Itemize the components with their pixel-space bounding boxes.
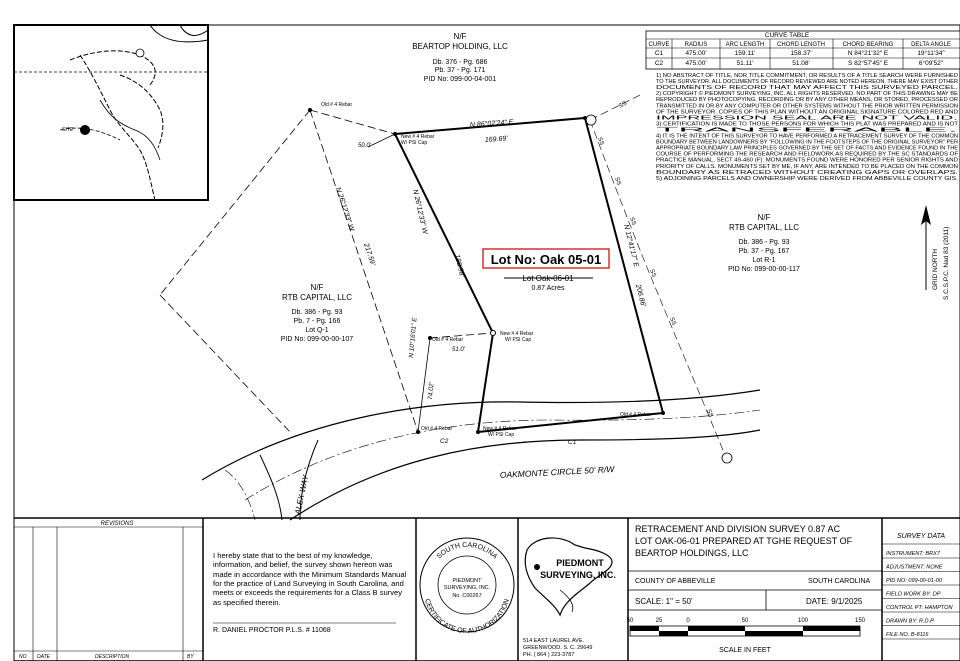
seal-text-bottom: CERTIFICATE OF AUTHORIZATION bbox=[423, 598, 511, 636]
curve-table bbox=[646, 31, 960, 69]
psi-cap-label: W/ PSI Cap bbox=[488, 432, 515, 438]
company-name-1: PIEDMONT bbox=[556, 558, 604, 568]
parcel-pid: PID No: 099-00-00-107 bbox=[280, 336, 354, 343]
parcel-owner: RTB CAPITAL, LLC bbox=[729, 223, 799, 232]
new-rebar-label: New # 4 Rebar bbox=[401, 134, 435, 140]
parcel-nf: N/F bbox=[453, 32, 467, 41]
company-logo bbox=[523, 538, 616, 658]
rev-col-no: NO bbox=[19, 654, 27, 660]
parcel-pid: PID No: 099-00-04-001 bbox=[423, 76, 497, 83]
survey-data-item: DRAWN BY: R.D.P. bbox=[886, 618, 935, 625]
general-notes bbox=[656, 73, 959, 182]
east-line-distance: 206.86' bbox=[634, 283, 647, 308]
curve-c1-label: C1 bbox=[568, 439, 577, 446]
parcel-deed: Db. 386 - Pg. 93 bbox=[738, 239, 790, 246]
north-arrow-text-1: GRID NORTH bbox=[932, 248, 939, 290]
parcel-lot: Lot R-1 bbox=[752, 257, 776, 264]
survey-data-list bbox=[882, 551, 960, 639]
curve-table-header: RADIUS bbox=[684, 42, 708, 48]
ss-label: SS bbox=[618, 100, 628, 110]
north-arrow bbox=[921, 205, 950, 300]
curve-table-title: CURVE TABLE bbox=[764, 32, 810, 39]
old-rebar-label: Old # 4 Rebar bbox=[321, 102, 353, 108]
lot-number: Lot No: Oak 05-01 bbox=[490, 252, 602, 267]
company-address-1: 514 EAST LAUREL AVE. bbox=[523, 638, 585, 644]
parcel-owner: BEARTOP HOLDING, LLC bbox=[412, 42, 508, 51]
parcel-plat: Pb. 37 - Pg. 171 bbox=[434, 67, 486, 74]
parcel-west bbox=[281, 283, 353, 343]
note-line: REPRODUCED BY PHOTOCOPYING, RECORDING OR BY ANY OTHER MEANS, OR STORED, PROCESSED OR bbox=[656, 97, 959, 104]
oakmonte-label: OAKMONTE CIRCLE 50' R/W bbox=[499, 464, 615, 480]
dist-51: 51.0' bbox=[452, 347, 465, 353]
monument-labels bbox=[321, 102, 651, 438]
parcel-lot: Lot Q-1 bbox=[305, 327, 329, 334]
ss-label: SS bbox=[628, 216, 637, 227]
company-address-2: GREENWOOD, S. C. 29649 bbox=[523, 645, 593, 651]
subject-lot-boundary bbox=[308, 108, 665, 434]
note-line: IMPRESSION SEAL ARE NOT VALID. bbox=[656, 115, 958, 122]
note-line: 3) CERTIFICATION IS MADE TO THOSE PERSONS FOR WHICH THIS PLAT WAS PREPARED AND IS NOT bbox=[656, 121, 958, 128]
site-label: SITE bbox=[62, 127, 74, 133]
adjoining-lines bbox=[160, 110, 493, 432]
psi-cap-label: W/ PSI Cap bbox=[505, 337, 532, 343]
curve-table-cell: 475.00' bbox=[685, 50, 707, 57]
scale-caption: SCALE IN FEET bbox=[719, 647, 771, 654]
note-line: APPROPRIATE BOUNDARY LAW PRINCIPLES GOVERNED BY THE SET OF FACTS AND EVIDENCE FOUND IN THE bbox=[656, 145, 959, 152]
lot-acreage: 0.87 Acres bbox=[531, 285, 565, 292]
survey-title-1: RETRACEMENT AND DIVISION SURVEY 0.87 AC bbox=[635, 524, 841, 534]
curve-table-cell: 6°09'52" bbox=[918, 60, 944, 67]
survey-data-item: PID NO: 099-00-01-00 bbox=[886, 578, 942, 584]
company-name-2: SURVEYING, INC. bbox=[540, 570, 616, 580]
ss-label: SS bbox=[705, 408, 714, 419]
note-line: PRACTICE MANUAL, SECT 49-460 (F). MONUMENTS FOUND WERE HONORED PER SENIOR RIGHTS AND bbox=[656, 157, 959, 164]
seal-inner-text: No. C00267 bbox=[452, 593, 482, 599]
survey-data-title: SURVEY DATA bbox=[896, 533, 946, 540]
west-line-bearing: N 26°12'33" W bbox=[411, 188, 429, 235]
note-line: 5) ADJOINING PARCELS AND OWNERSHIP WERE DERIVED FROM ABBEVILLE COUNTY GIS. bbox=[656, 175, 958, 182]
scale-tick: 0 bbox=[686, 618, 690, 624]
survey-data-item: FILE NO. B-8116 bbox=[886, 632, 929, 638]
short-line-distance: 74.02' bbox=[427, 382, 436, 401]
subject-lot-label bbox=[483, 249, 609, 292]
rev-col-by: BY bbox=[187, 654, 194, 660]
parcel-plat: Pb. 7 - Pg. 166 bbox=[293, 318, 341, 325]
scale-label: SCALE: 1" = 50' bbox=[635, 597, 693, 606]
curve-table-header: ARC LENGTH bbox=[725, 42, 765, 48]
rev-col-date: DATE bbox=[37, 654, 50, 660]
curve-table-header: DELTA ANGLE bbox=[911, 42, 951, 48]
survey-data-item: CONTROL PT: HAMPTON bbox=[886, 605, 953, 611]
parcel-owner: RTB CAPITAL, LLC bbox=[282, 293, 352, 302]
far-west-bearing: N 26°12'33" W bbox=[334, 186, 355, 232]
state-label: SOUTH CAROLINA bbox=[808, 578, 871, 585]
curve-table-cell: 475.00' bbox=[685, 60, 707, 67]
survey-title-3: BEARTOP HOLDINGS, LLC bbox=[635, 548, 749, 558]
curve-table-header: CURVE bbox=[648, 42, 670, 48]
curve-table-cell: 51.08' bbox=[792, 60, 810, 67]
dist-50: 50.0' bbox=[358, 143, 371, 149]
manhole-icon bbox=[586, 115, 596, 125]
survey-data-item: FIELD WORK BY: DP bbox=[886, 591, 941, 598]
north-line-bearing: N 86°02'24" E bbox=[469, 118, 514, 129]
ss-label: SS bbox=[648, 268, 657, 279]
new-rebar-label: New # 4 Rebar bbox=[483, 426, 517, 432]
old-lot-number: Lot Oak-06-01 bbox=[522, 274, 574, 283]
curve-table-cell: C2 bbox=[654, 60, 664, 67]
rev-col-description: DESCRIPTION bbox=[95, 654, 130, 660]
certificate-seal bbox=[420, 538, 514, 635]
psi-cap-label: W/ PSI Cap bbox=[401, 140, 428, 146]
curve-table-cell: 158.37' bbox=[790, 50, 812, 57]
far-west-distance: 217.59' bbox=[362, 242, 376, 267]
old-rebar-label: Old # 4 Rebar bbox=[421, 426, 453, 432]
alex-way-label: ALEX WAY bbox=[293, 474, 311, 516]
survey-data-item: INSTRUMENT: BRX7 bbox=[886, 551, 940, 557]
parcel-east bbox=[728, 213, 800, 273]
scale-tick: 100 bbox=[797, 618, 809, 624]
vicinity-map bbox=[14, 25, 208, 200]
ss-label: SS bbox=[668, 316, 677, 327]
curve-table-cell: N 84°21'32" E bbox=[847, 50, 889, 57]
curve-table-cell: S 82°57'45" E bbox=[847, 60, 889, 67]
parcel-plat: Pb. 37 - Pg. 167 bbox=[738, 248, 790, 255]
survey-title-2: LOT OAK-06-01 PREPARED AT TGHE REQUEST OF bbox=[635, 536, 853, 546]
ss-label: SS bbox=[596, 136, 605, 147]
parcel-deed: Db. 376 - Pg. 686 bbox=[432, 59, 488, 66]
scale-tick: 150 bbox=[854, 618, 866, 624]
north-arrow-text-2: S.C.S.P.C. Nad 83 (2011) bbox=[943, 226, 950, 300]
note-line: 4) IT IS THE INTENT OF THIS SURVEYOR TO HAVE PERFORMED A RETRACEMENT SURVEY OF THE COMMON bbox=[656, 133, 959, 140]
note-line: DOCUMENTS OF RECORD THAT MAY AFFECT THIS SURVEYED PARCEL. bbox=[656, 85, 958, 92]
curve-c2-label: C2 bbox=[440, 438, 449, 445]
old-rebar-label: Old # 4 Rebar bbox=[432, 337, 464, 343]
survey-data-item: ADJUSTMENT: NONE bbox=[886, 564, 943, 571]
note-line: TO THE SURVEYOR. ALL DOCUMENTS OF RECORD REVIEWED ARE NOTED HEREON. THERE MAY EXIST OTHER bbox=[656, 79, 959, 86]
note-line: OF THE SURVEYOR. COPIES OF THIS PLAN WITHOUT AN ORIGINAL SIGNATURE COLORED RED AND bbox=[656, 109, 959, 116]
parcel-pid: PID No: 099-00-00-117 bbox=[728, 266, 800, 273]
curve-table-cell: 159.11' bbox=[734, 50, 756, 57]
east-line-bearing: N 12°41'17" E bbox=[622, 223, 640, 268]
scale-bar bbox=[627, 618, 866, 654]
curve-table-header: CHORD LENGTH bbox=[776, 42, 826, 48]
parcel-deed: Db. 386 - Pg. 93 bbox=[291, 309, 343, 316]
scale-tick: 50 bbox=[741, 618, 749, 624]
surveyor-signature: R. DANIEL PROCTOR P.L.S. # 11068 bbox=[213, 627, 331, 634]
note-line: TRANSFERABLE. bbox=[656, 127, 958, 134]
new-rebar-label: New # 4 Rebar bbox=[500, 331, 534, 337]
parcel-nf: N/F bbox=[310, 283, 324, 292]
parcel-nf: N/F bbox=[757, 213, 771, 222]
note-line: BOUNDARY AS RETRACED WITHOUT CREATING GAPS OR OVERLAPS. bbox=[656, 169, 958, 176]
surveyor-certification: I hereby state that to the best of my knowledge, information, and belief, the survey shown hereon was made in accordance with the Minimum Standards Manual for the practice of Land Surveying in South Carolina, and meets or exceeds the requirements for a Class B survey as specified therein. bbox=[213, 551, 407, 607]
note-line: 2) COPYRIGHT © PIEDMONT SURVEYING, INC. ALL RIGHTS RESERVED. NO PART OF THIS DRAWING MAY BE bbox=[656, 91, 923, 98]
note-line: 1) NO ABSTRACT OF TITLE, NOR TITLE COMMITMENT, OR RESULTS OF A TITLE SEARCH WERE FURNISHED bbox=[656, 73, 959, 79]
scale-tick: 50 bbox=[626, 618, 634, 624]
company-phone: PH. ( 864 ) 223-3787 bbox=[523, 652, 575, 658]
west-line-distance: 188.98' bbox=[453, 253, 465, 278]
manhole-icon bbox=[722, 453, 732, 463]
note-line: BOUNDARY BETWEEN LANDOWNERS BY "FOLLOWING IN THE FOOTSTEPS OF THE ORIGINAL SURVEYOR" PER bbox=[656, 139, 959, 146]
short-line-bearing: N 10°16'01" E bbox=[408, 317, 419, 359]
note-line: PRIORITY OF CALLS. MONUMENTS SET BY ME, IF ANY, ARE INTENDED TO BE PLACED ON THE COMMON bbox=[656, 163, 959, 170]
date-label: DATE: 9/1/2025 bbox=[806, 597, 863, 606]
site-marker-icon bbox=[80, 125, 90, 135]
county-label: COUNTY OF ABBEVILLE bbox=[635, 578, 716, 585]
seal-inner-text: PIEDMONT bbox=[452, 578, 482, 584]
old-rebar-label: Old # 4 Rebar bbox=[620, 412, 652, 418]
curve-table-cell: 19°11'34" bbox=[917, 50, 945, 57]
note-line: TRANSMITTED IN OR BY ANY COMPUTER OR OTHER SYSTEMS WITHOUT THE PRIOR WRITTEN PERMISSION bbox=[656, 103, 959, 110]
scale-tick: 25 bbox=[655, 618, 663, 624]
seal-inner-text: SURVEYING, INC. bbox=[443, 585, 491, 591]
bearing-labels bbox=[334, 118, 646, 446]
parcel-north bbox=[412, 32, 508, 83]
north-line-distance: 169.69' bbox=[484, 135, 508, 144]
revisions-title: REVISIONS bbox=[100, 521, 134, 527]
note-line: COURSE OF PERFORMING THE RESEARCH AND FIELDWORK AS REQUIRED BY THE SC STANDARDS OF bbox=[656, 151, 958, 158]
curve-table-cell: C1 bbox=[654, 50, 664, 57]
ss-label: SS bbox=[613, 176, 622, 187]
curve-table-cell: 51.11' bbox=[736, 60, 754, 67]
curve-table-header: CHORD BEARING bbox=[842, 42, 894, 48]
seal-text-top: SOUTH CAROLINA bbox=[435, 541, 499, 561]
